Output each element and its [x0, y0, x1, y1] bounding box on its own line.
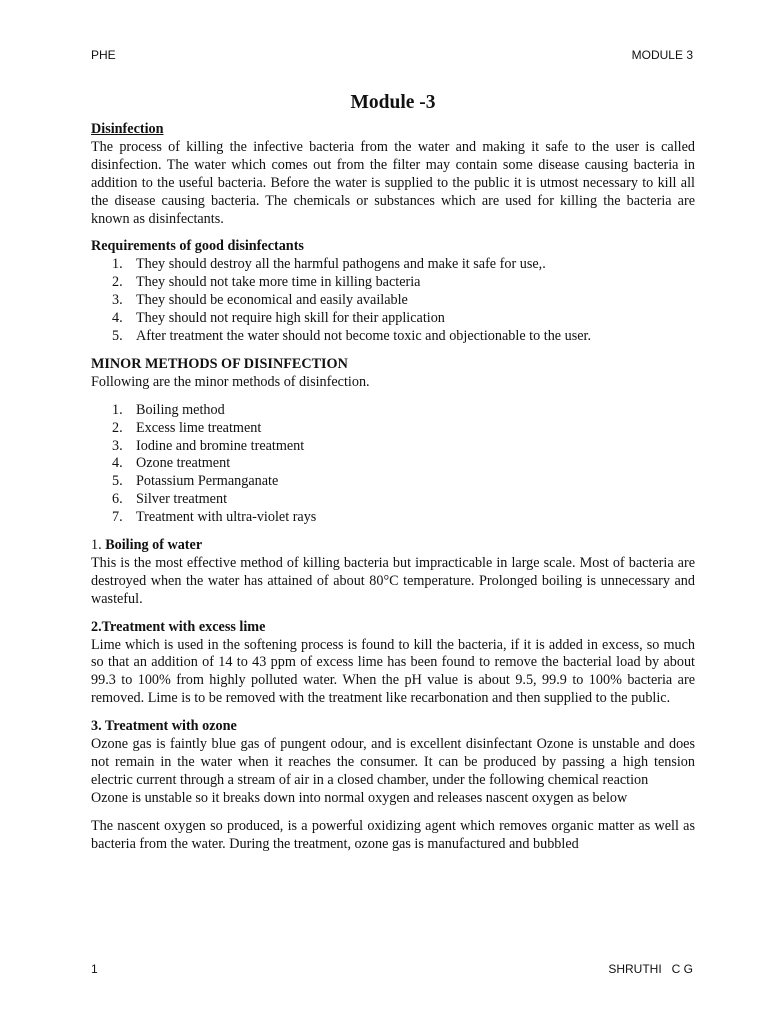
list-text: They should destroy all the harmful pathogens and make it safe for use,.	[136, 256, 546, 273]
list-item	[91, 402, 695, 420]
list-text: Iodine and bromine treatment	[136, 437, 305, 454]
list-text: After treatment the water should not become toxic and objectionable to the user.	[136, 327, 592, 344]
list-item	[91, 420, 695, 438]
ozone-paragraph-1: Ozone gas is faintly blue gas of pungent odour, and is excellent disinfectant Ozone is unstable and does not remain in the water when it reaches the consumer. It can be produced by passing a high tension electric current through a stream of air in a closed chamber, under the following chemical reaction	[91, 736, 695, 788]
page-number: 1	[91, 962, 98, 976]
requirements-heading: Requirements of good disinfectants	[91, 238, 304, 255]
ozone-heading: 3. Treatment with ozone	[91, 718, 237, 735]
list-text: Silver treatment	[136, 491, 228, 508]
list-number: 4.	[112, 310, 123, 327]
list-item	[91, 438, 695, 456]
minor-methods-list	[91, 402, 695, 527]
page-content	[91, 91, 695, 854]
boiling-title: Boiling of water	[105, 537, 203, 554]
list-number: 5.	[112, 327, 123, 344]
list-number: 2.	[112, 274, 123, 291]
list-text: Ozone treatment	[136, 455, 231, 472]
list-number: 5.	[112, 473, 123, 490]
list-number: 7.	[112, 509, 123, 526]
list-item	[91, 310, 695, 328]
page-title: Module -3	[350, 92, 436, 113]
list-number: 3.	[112, 437, 123, 454]
boiling-paragraph: This is the most effective method of killing bacteria but impracticable in large scale. Most of bacteria are destroyed when the water has attained of about 80°C temperature. Prolonged boiling is unnecessary and wasteful.	[91, 554, 695, 607]
lime-paragraph: Lime which is used in the softening process is found to kill the bacteria, if it is added in excess, so much so that an addition of 14 to 43 ppm of excess lime has been found to remove the bacterial load by about 99.3 to 100% from highly polluted water. When the pH value is about 9.5, 99.9 to 100% bacteria are removed. Lime is to be removed with the treatment like recarbonation and then supplied to the public.	[91, 636, 695, 707]
list-text: They should not require high skill for their application	[136, 310, 445, 327]
boiling-heading	[91, 537, 695, 555]
list-number: 1.	[112, 256, 123, 273]
ozone-paragraph-2: Ozone is unstable so it breaks down into normal oxygen and releases nascent oxygen as below	[91, 789, 628, 806]
list-item	[91, 491, 695, 509]
lime-heading: 2.Treatment with excess lime	[91, 618, 266, 635]
list-item	[91, 292, 695, 310]
list-text: Treatment with ultra-violet rays	[136, 509, 317, 526]
header-left: PHE	[91, 48, 116, 62]
list-number: 6.	[112, 491, 123, 508]
list-item	[91, 473, 695, 491]
header-right: MODULE 3	[631, 48, 693, 62]
list-text: Excess lime treatment	[136, 419, 262, 436]
requirements-list	[91, 256, 695, 346]
list-number: 1.	[112, 401, 123, 418]
list-item	[91, 274, 695, 292]
list-item	[91, 328, 695, 346]
list-item	[91, 256, 695, 274]
list-number: 2.	[112, 419, 123, 436]
list-text: They should not take more time in killing bacteria	[136, 274, 421, 291]
list-number: 4.	[112, 455, 123, 472]
minor-methods-heading: MINOR METHODS OF DISINFECTION	[91, 355, 348, 372]
list-text: Potassium Permanganate	[136, 473, 279, 490]
list-item	[91, 455, 695, 473]
boiling-number: 1.	[91, 537, 102, 554]
list-item	[91, 509, 695, 527]
list-number: 3.	[112, 292, 123, 309]
minor-methods-intro: Following are the minor methods of disinfection.	[91, 373, 370, 390]
disinfection-heading: Disinfection	[91, 121, 164, 137]
ozone-paragraph-3: The nascent oxygen so produced, is a powerful oxidizing agent which removes organic matter as well as bacteria from the water. During the treatment, ozone gas is manufactured and bubbled	[91, 817, 695, 852]
footer-author: SHRUTHI C G	[608, 962, 693, 976]
disinfection-paragraph: The process of killing the infective bacteria from the water and making it safe to the user is called disinfection. The water which comes out from the filter may contain some disease causing bacteria in addition to the useful bacteria. Before the water is supplied to the public it is utmost necessary to kill all the disease causing bacteria. The chemicals or substances which are used for killing the bacteria are known as disinfectants.	[91, 138, 695, 227]
list-text: Boiling method	[136, 401, 225, 418]
list-text: They should be economical and easily available	[136, 292, 408, 309]
